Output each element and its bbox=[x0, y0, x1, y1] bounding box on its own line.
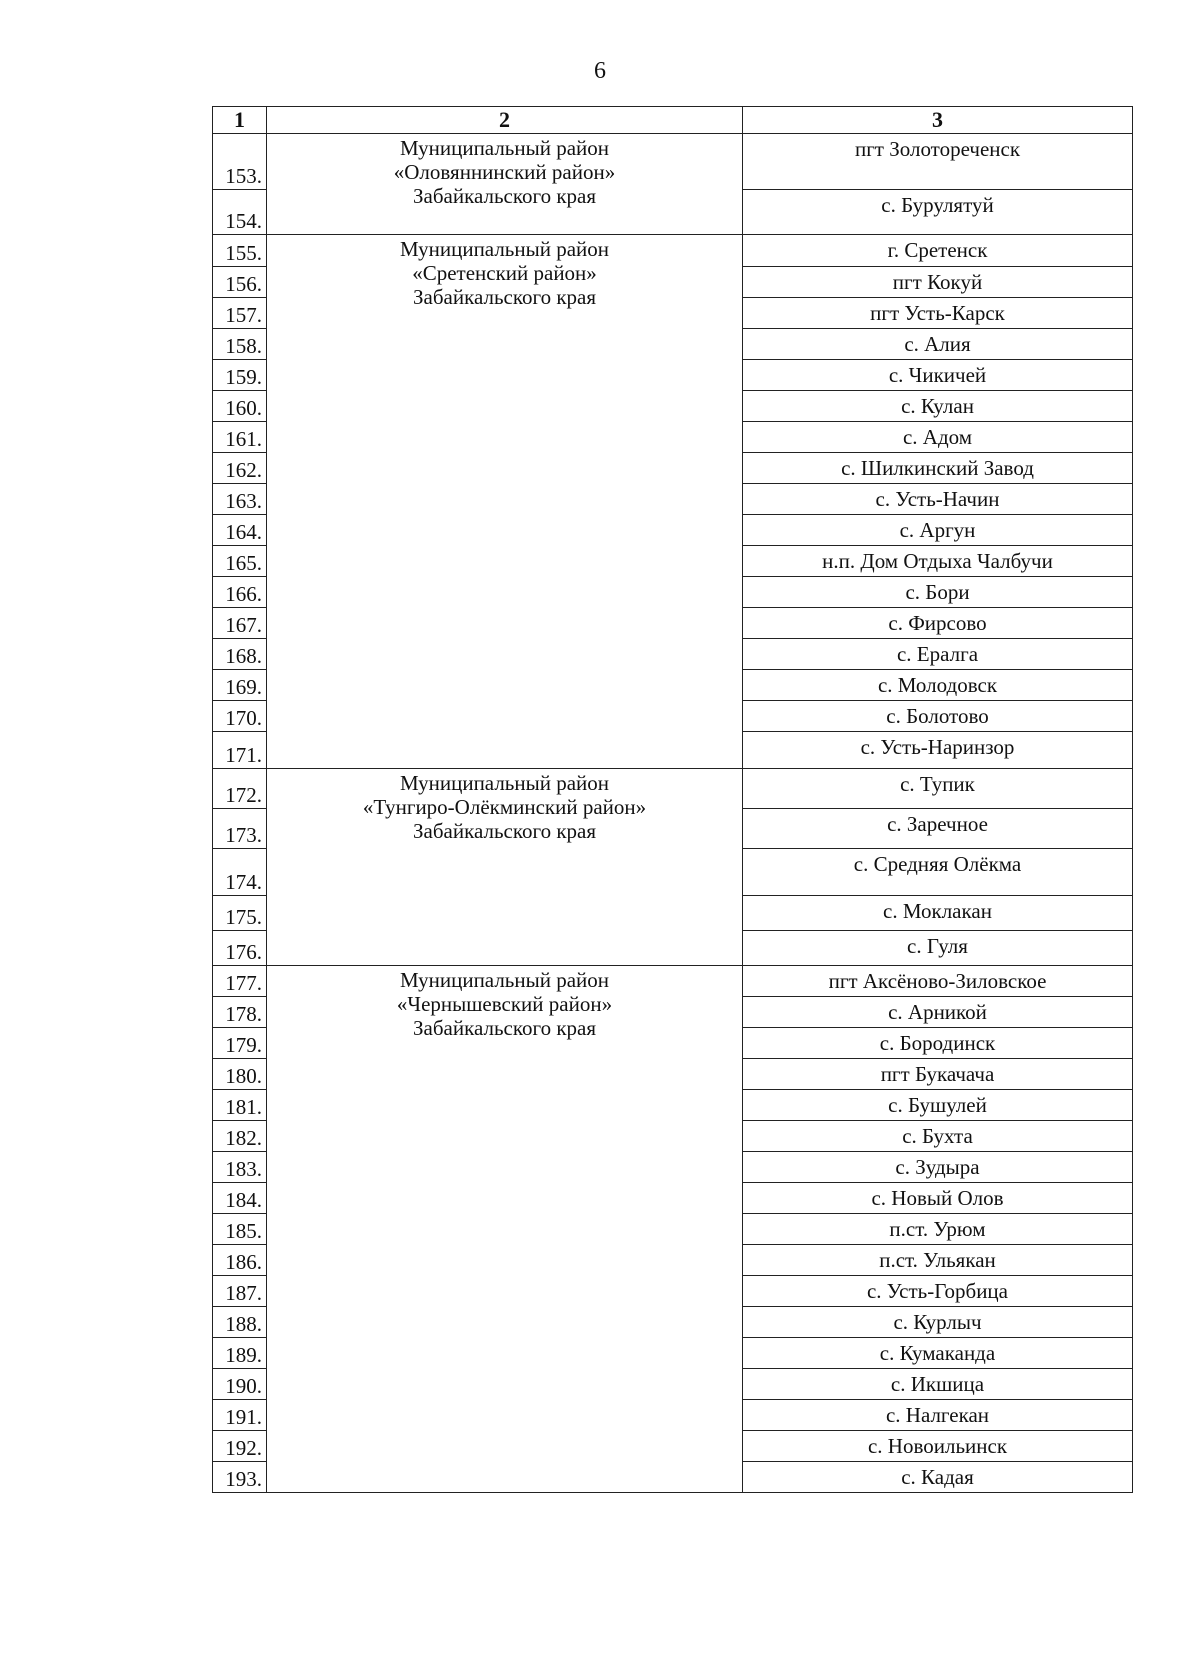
settlement-name: с. Кулан bbox=[743, 391, 1133, 422]
row-number: 180. bbox=[213, 1059, 267, 1090]
row-number: 167. bbox=[213, 608, 267, 639]
settlement-name: с. Новоильинск bbox=[743, 1431, 1133, 1462]
settlement-name: с. Бурулятуй bbox=[743, 190, 1133, 235]
district-name-line: Муниципальный район bbox=[399, 968, 610, 992]
row-number: 164. bbox=[213, 515, 267, 546]
row-number: 191. bbox=[213, 1400, 267, 1431]
district-name bbox=[267, 966, 743, 1493]
header-col-3: 3 bbox=[743, 107, 1133, 134]
row-number: 154. bbox=[213, 190, 267, 235]
settlement-name: с. Адом bbox=[743, 422, 1133, 453]
district-name-line: Забайкальского края bbox=[412, 1016, 596, 1040]
settlement-name: н.п. Дом Отдыха Чалбучи bbox=[743, 546, 1133, 577]
settlement-name: с. Бушулей bbox=[743, 1090, 1133, 1121]
page-number: 6 bbox=[594, 58, 606, 84]
table-body bbox=[213, 134, 1133, 1493]
row-number: 173. bbox=[213, 809, 267, 849]
settlement-name: с. Аргун bbox=[743, 515, 1133, 546]
settlement-name: с. Кадая bbox=[743, 1462, 1133, 1493]
row-number: 182. bbox=[213, 1121, 267, 1152]
row-number: 183. bbox=[213, 1152, 267, 1183]
row-number: 163. bbox=[213, 484, 267, 515]
district-name-line: Муниципальный район bbox=[399, 237, 610, 261]
settlement-name: с. Бородинск bbox=[743, 1028, 1133, 1059]
row-number: 155. bbox=[213, 235, 267, 267]
settlement-name: с. Болотово bbox=[743, 701, 1133, 732]
settlement-name: пгт Кокуй bbox=[743, 267, 1133, 298]
row-number: 156. bbox=[213, 267, 267, 298]
table-row bbox=[213, 235, 1133, 267]
settlement-name: с. Средняя Олёкма bbox=[743, 849, 1133, 896]
settlement-name: пгт Букачача bbox=[743, 1059, 1133, 1090]
row-number: 175. bbox=[213, 896, 267, 931]
district-name-line: «Оловяннинский район» bbox=[393, 160, 616, 184]
settlement-name: с. Молодовск bbox=[743, 670, 1133, 701]
settlement-name: с. Фирсово bbox=[743, 608, 1133, 639]
header-col-2: 2 bbox=[267, 107, 743, 134]
settlement-name: пгт Усть-Карск bbox=[743, 298, 1133, 329]
row-number: 181. bbox=[213, 1090, 267, 1121]
row-number: 170. bbox=[213, 701, 267, 732]
district-name-line: Забайкальского края bbox=[412, 285, 596, 309]
settlements-table bbox=[212, 106, 1133, 1493]
row-number: 169. bbox=[213, 670, 267, 701]
row-number: 158. bbox=[213, 329, 267, 360]
row-number: 166. bbox=[213, 577, 267, 608]
settlement-name: г. Сретенск bbox=[743, 235, 1133, 267]
settlement-name: с. Икшица bbox=[743, 1369, 1133, 1400]
row-number: 153. bbox=[213, 134, 267, 190]
settlement-name: с. Шилкинский Завод bbox=[743, 453, 1133, 484]
table-header bbox=[213, 107, 1133, 134]
settlement-name: с. Арникой bbox=[743, 997, 1133, 1028]
row-number: 177. bbox=[213, 966, 267, 997]
settlement-name: п.ст. Урюм bbox=[743, 1214, 1133, 1245]
row-number: 185. bbox=[213, 1214, 267, 1245]
settlement-name: с. Заречное bbox=[743, 809, 1133, 849]
row-number: 159. bbox=[213, 360, 267, 391]
row-number: 193. bbox=[213, 1462, 267, 1493]
table-row bbox=[213, 966, 1133, 997]
row-number: 165. bbox=[213, 546, 267, 577]
settlement-name: с. Моклакан bbox=[743, 896, 1133, 931]
settlement-name: с. Гуля bbox=[743, 931, 1133, 966]
settlement-name: с. Налгекан bbox=[743, 1400, 1133, 1431]
row-number: 174. bbox=[213, 849, 267, 896]
district-name-line: «Чернышевский район» bbox=[396, 992, 613, 1016]
row-number: 179. bbox=[213, 1028, 267, 1059]
table-row bbox=[213, 769, 1133, 809]
row-number: 176. bbox=[213, 931, 267, 966]
settlement-name: с. Бухта bbox=[743, 1121, 1133, 1152]
settlement-name: с. Курлыч bbox=[743, 1307, 1133, 1338]
row-number: 187. bbox=[213, 1276, 267, 1307]
row-number: 171. bbox=[213, 732, 267, 769]
settlement-name: с. Алия bbox=[743, 329, 1133, 360]
settlement-name: с. Бори bbox=[743, 577, 1133, 608]
district-name bbox=[267, 769, 743, 966]
row-number: 188. bbox=[213, 1307, 267, 1338]
row-number: 186. bbox=[213, 1245, 267, 1276]
row-number: 160. bbox=[213, 391, 267, 422]
settlement-name: с. Чикичей bbox=[743, 360, 1133, 391]
settlement-name: с. Кумаканда bbox=[743, 1338, 1133, 1369]
row-number: 190. bbox=[213, 1369, 267, 1400]
row-number: 157. bbox=[213, 298, 267, 329]
settlement-name: с. Ералга bbox=[743, 639, 1133, 670]
district-name-line: Забайкальского края bbox=[412, 184, 596, 208]
row-number: 184. bbox=[213, 1183, 267, 1214]
settlement-name: с. Усть-Горбица bbox=[743, 1276, 1133, 1307]
row-number: 172. bbox=[213, 769, 267, 809]
settlement-name: с. Усть-Наринзор bbox=[743, 732, 1133, 769]
settlement-name: с. Тупик bbox=[743, 769, 1133, 809]
settlement-name: п.ст. Ульякан bbox=[743, 1245, 1133, 1276]
row-number: 178. bbox=[213, 997, 267, 1028]
row-number: 161. bbox=[213, 422, 267, 453]
settlement-name: с. Новый Олов bbox=[743, 1183, 1133, 1214]
settlement-name: пгт Золотореченск bbox=[743, 134, 1133, 190]
settlement-name: пгт Аксёново-Зиловское bbox=[743, 966, 1133, 997]
row-number: 168. bbox=[213, 639, 267, 670]
district-name bbox=[267, 134, 743, 235]
table-row bbox=[213, 134, 1133, 190]
row-number: 189. bbox=[213, 1338, 267, 1369]
settlement-name: с. Усть-Начин bbox=[743, 484, 1133, 515]
header-col-1: 1 bbox=[213, 107, 267, 134]
row-number: 162. bbox=[213, 453, 267, 484]
district-name-line: Забайкальского края bbox=[412, 819, 596, 843]
district-name-line: Муниципальный район bbox=[399, 136, 610, 160]
row-number: 192. bbox=[213, 1431, 267, 1462]
district-name-line: «Сретенский район» bbox=[412, 261, 597, 285]
header-row bbox=[213, 107, 1133, 134]
settlement-name: с. Зудыра bbox=[743, 1152, 1133, 1183]
district-name-line: «Тунгиро-Олёкминский район» bbox=[362, 795, 647, 819]
district-name bbox=[267, 235, 743, 769]
district-name-line: Муниципальный район bbox=[399, 771, 610, 795]
